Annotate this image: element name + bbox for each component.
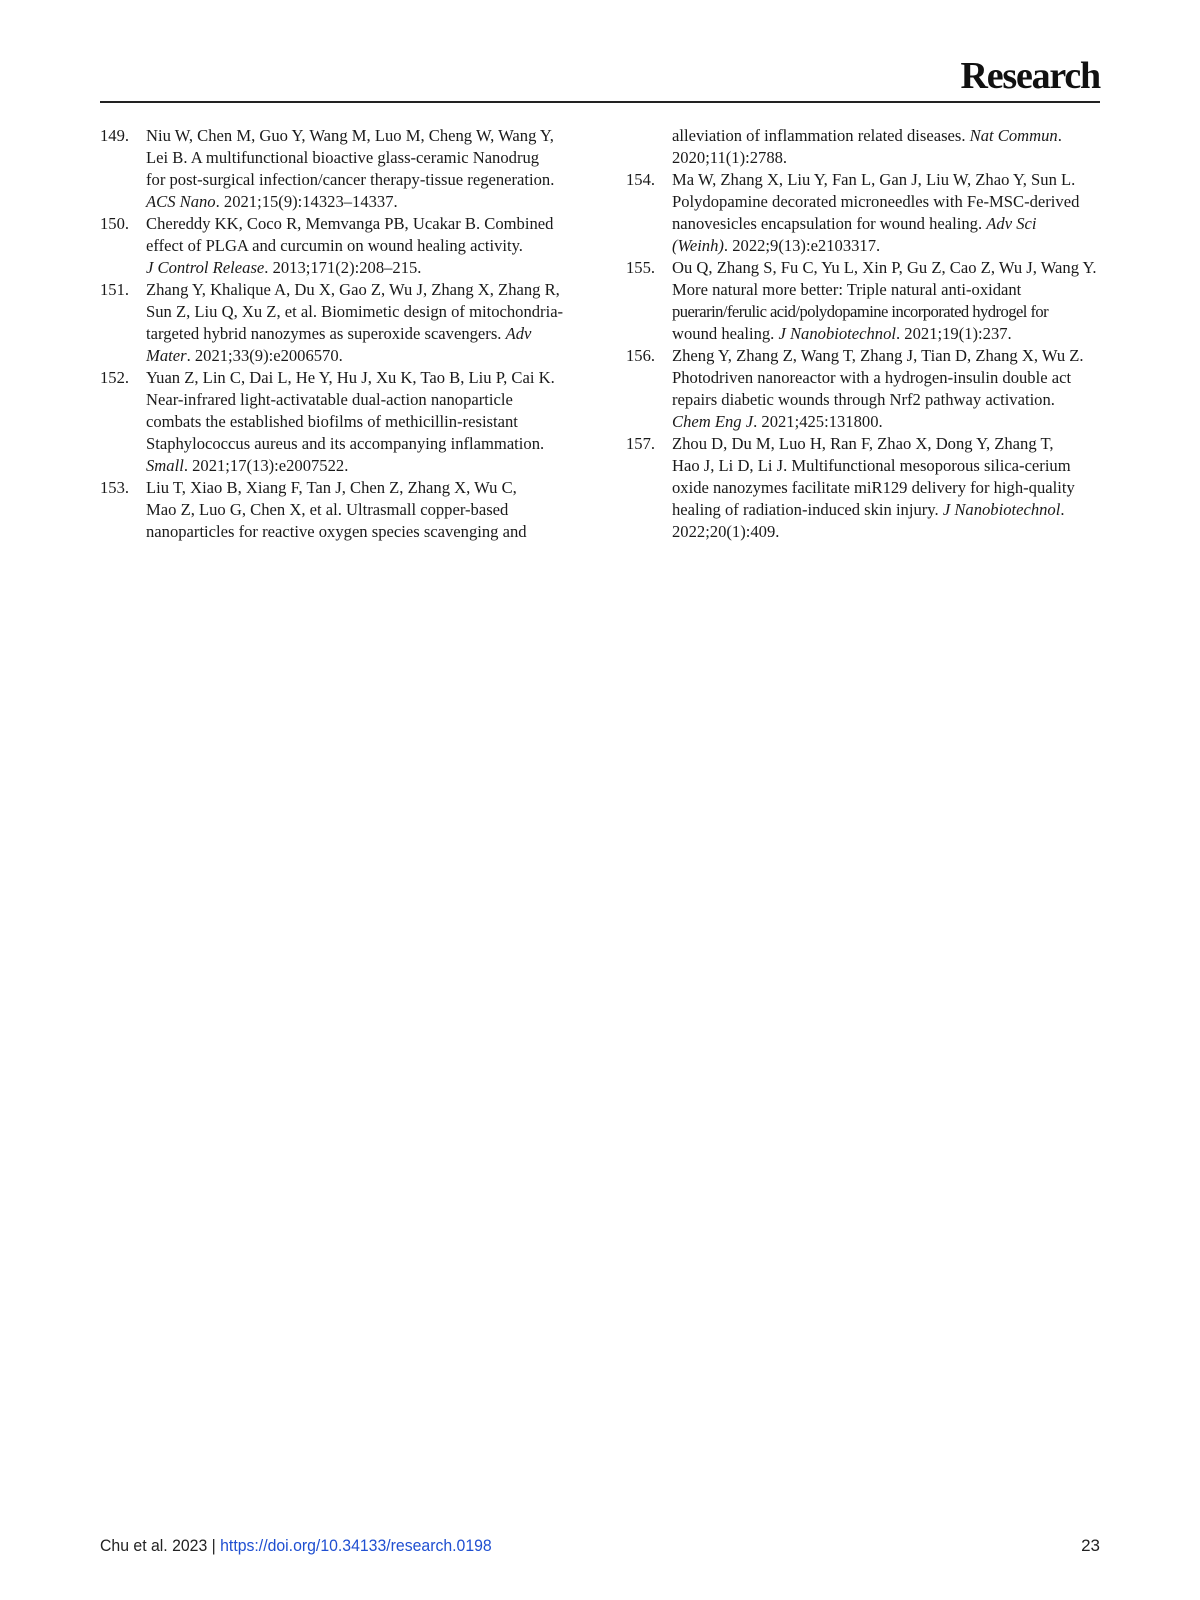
reference-text: wound healing. xyxy=(672,324,779,343)
reference-item xyxy=(626,433,1120,543)
reference-line: Photodriven nanoreactor with a hydrogen-insulin double act xyxy=(672,368,1072,387)
reference-line: Liu T, Xiao B, Xiang F, Tan J, Chen Z, Zhang X, Wu C, xyxy=(146,478,517,497)
journal-name: ACS Nano xyxy=(146,192,216,211)
reference-body xyxy=(672,169,1120,257)
reference-line: Zhang Y, Khalique A, Du X, Gao Z, Wu J, Zhang X, Zhang R, xyxy=(146,280,560,299)
reference-number: 150. xyxy=(100,214,130,233)
reference-line: puerarin/ferulic acid/polydopamine incorporated hydrogel for xyxy=(672,302,1049,321)
page-footer xyxy=(100,1536,1100,1556)
reference-text: targeted hybrid nanozymes as superoxide scavengers. xyxy=(146,324,506,343)
reference-line: Ou Q, Zhang S, Fu C, Yu L, Xin P, Gu Z, Cao Z, Wu J, Wang Y. xyxy=(672,258,1097,277)
reference-body xyxy=(672,345,1120,433)
journal-name: J Nanobiotechnol xyxy=(942,500,1061,519)
reference-line xyxy=(146,191,598,213)
reference-line: Near-infrared light-activatable dual-action nanoparticle xyxy=(146,390,513,409)
reference-body xyxy=(146,477,598,543)
journal-name: J Nanobiotechnol xyxy=(778,324,896,343)
reference-line: combats the established biofilms of methicillin-resistant xyxy=(146,412,518,431)
doi-link[interactable]: https://doi.org/10.34133/research.0198 xyxy=(220,1536,492,1555)
reference-line xyxy=(146,257,598,279)
reference-body xyxy=(672,257,1120,345)
reference-text: . 2013;171(2):208–215. xyxy=(264,258,422,277)
reference-line xyxy=(672,213,1120,235)
reference-text: . xyxy=(1060,500,1065,519)
reference-line: Lei B. A multifunctional bioactive glass-ceramic Nanodrug xyxy=(146,148,540,167)
reference-item xyxy=(100,279,598,367)
reference-number: 156. xyxy=(626,346,656,365)
reference-text: healing of radiation-induced skin injury. xyxy=(672,500,943,519)
reference-number: 154. xyxy=(626,170,656,189)
reference-line xyxy=(146,455,598,477)
reference-line: More natural more better: Triple natural anti-oxidant xyxy=(672,280,1022,299)
reference-line: Zhou D, Du M, Luo H, Ran F, Zhao X, Dong Y, Zhang T, xyxy=(672,434,1054,453)
reference-number: 157. xyxy=(626,434,656,453)
reference-item xyxy=(100,213,598,279)
reference-line: Hao J, Li D, Li J. Multifunctional mesoporous silica-cerium xyxy=(672,456,1071,475)
references-left-column xyxy=(100,125,598,543)
reference-line xyxy=(672,411,1120,433)
reference-line xyxy=(672,499,1120,521)
reference-line: oxide nanozymes facilitate miR129 delivery for high-quality xyxy=(672,478,1075,497)
reference-number: 153. xyxy=(100,478,130,497)
journal-name: Nat Commun xyxy=(969,126,1058,145)
reference-text: . 2021;15(9):14323–14337. xyxy=(215,192,398,211)
reference-line xyxy=(672,323,1120,345)
reference-line: effect of PLGA and curcumin on wound healing activity. xyxy=(146,236,523,255)
reference-item xyxy=(100,125,598,213)
reference-body xyxy=(146,367,598,477)
reference-body xyxy=(146,213,598,279)
reference-line: Chereddy KK, Coco R, Memvanga PB, Ucakar B. Combined xyxy=(146,214,554,233)
reference-text: . 2022;9(13):e2103317. xyxy=(723,236,881,255)
reference-line: Sun Z, Liu Q, Xu Z, et al. Biomimetic design of mitochondria- xyxy=(146,302,564,321)
reference-item xyxy=(626,345,1120,433)
reference-line xyxy=(146,345,598,367)
journal-name: (Weinh) xyxy=(672,236,724,255)
reference-line xyxy=(672,125,1120,147)
reference-line xyxy=(672,235,1120,257)
reference-line: 2022;20(1):409. xyxy=(672,522,780,541)
reference-item xyxy=(626,169,1120,257)
journal-name: Chem Eng J xyxy=(672,412,754,431)
reference-line: Niu W, Chen M, Guo Y, Wang M, Luo M, Cheng W, Wang Y, xyxy=(146,126,554,145)
journal-name: Small xyxy=(146,456,184,475)
reference-body xyxy=(146,125,598,213)
reference-continuation xyxy=(626,125,1120,169)
reference-number: 152. xyxy=(100,368,130,387)
reference-line: Ma W, Zhang X, Liu Y, Fan L, Gan J, Liu W, Zhao Y, Sun L. xyxy=(672,170,1076,189)
references-right-column xyxy=(626,125,1120,543)
reference-text: . xyxy=(1057,126,1062,145)
journal-name: J Control Release xyxy=(146,258,265,277)
journal-name: Adv Sci xyxy=(986,214,1037,233)
reference-text: . 2021;33(9):e2006570. xyxy=(186,346,343,365)
reference-number: 155. xyxy=(626,258,656,277)
reference-number: 149. xyxy=(100,126,130,145)
reference-line: nanoparticles for reactive oxygen species scavenging and xyxy=(146,522,527,541)
reference-line: repairs diabetic wounds through Nrf2 pathway activation. xyxy=(672,390,1055,409)
reference-item xyxy=(100,477,598,543)
reference-text: alleviation of inflammation related diseases. xyxy=(672,126,970,145)
page-number: 23 xyxy=(1081,1536,1100,1555)
footer-citation xyxy=(100,1536,492,1556)
reference-line xyxy=(146,323,598,345)
reference-text: . 2021;17(13):e2007522. xyxy=(183,456,349,475)
journal-name: Mater xyxy=(146,346,187,365)
reference-line: Staphylococcus aureus and its accompanying inflammation. xyxy=(146,434,545,453)
reference-item xyxy=(100,367,598,477)
reference-number: 151. xyxy=(100,280,130,299)
reference-line: Mao Z, Luo G, Chen X, et al. Ultrasmall copper-based xyxy=(146,500,509,519)
reference-item xyxy=(626,257,1120,345)
reference-text: . 2021;19(1):237. xyxy=(896,324,1012,343)
reference-line: for post-surgical infection/cancer therapy-tissue regeneration. xyxy=(146,170,555,189)
reference-body xyxy=(146,279,598,367)
citation-text: Chu et al. 2023 | xyxy=(100,1536,221,1555)
reference-line: Polydopamine decorated microneedles with Fe-MSC-derived xyxy=(672,192,1080,211)
reference-line: 2020;11(1):2788. xyxy=(672,148,788,167)
reference-text: nanovesicles encapsulation for wound healing. xyxy=(672,214,987,233)
journal-name: Adv xyxy=(505,324,532,343)
reference-line: Yuan Z, Lin C, Dai L, He Y, Hu J, Xu K, Tao B, Liu P, Cai K. xyxy=(146,368,555,387)
reference-line: Zheng Y, Zhang Z, Wang T, Zhang J, Tian D, Zhang X, Wu Z. xyxy=(672,346,1084,365)
header-divider xyxy=(100,101,1100,103)
reference-body xyxy=(672,433,1120,543)
reference-text: . 2021;425:131800. xyxy=(753,412,883,431)
journal-brand: Research xyxy=(960,55,1100,97)
